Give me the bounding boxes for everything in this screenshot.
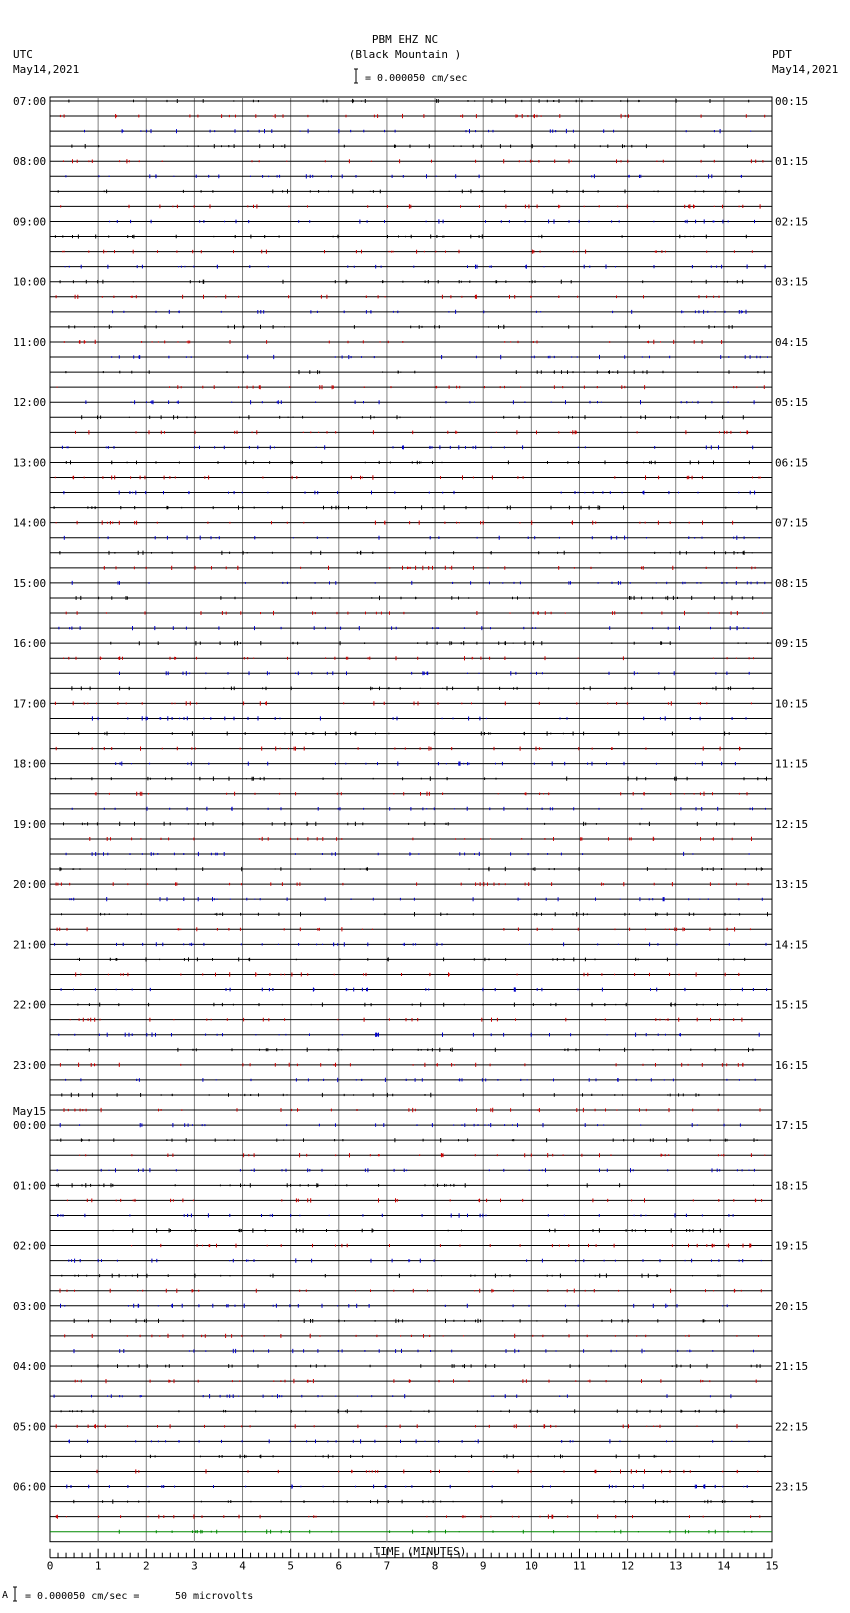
pdt-hour-label: 17:15 bbox=[775, 1119, 809, 1133]
utc-hour-label: 03:00 bbox=[13, 1299, 47, 1313]
x-tick-label: 10 bbox=[524, 1559, 538, 1573]
scale-label: = 0.000050 cm/sec bbox=[365, 73, 468, 84]
utc-hour-labels bbox=[13, 95, 46, 1494]
x-tick-label: 4 bbox=[239, 1559, 246, 1573]
utc-hour-label: 12:00 bbox=[13, 396, 47, 410]
pdt-label: PDT bbox=[772, 48, 792, 61]
x-tick-label: 8 bbox=[431, 1559, 439, 1573]
x-tick-label: 9 bbox=[479, 1559, 487, 1573]
x-tick-label: 5 bbox=[287, 1559, 294, 1573]
footer-prefix: A bbox=[2, 1590, 9, 1601]
utc-hour-label: 00:00 bbox=[13, 1119, 47, 1133]
utc-hour-label: 10:00 bbox=[13, 275, 47, 289]
pdt-hour-label: 16:15 bbox=[775, 1058, 809, 1072]
x-tick-label: 13 bbox=[669, 1559, 683, 1573]
utc-hour-label: 13:00 bbox=[13, 456, 47, 470]
pdt-hour-label: 19:15 bbox=[775, 1239, 809, 1253]
plot-grid bbox=[50, 97, 772, 1542]
utc-hour-label: 09:00 bbox=[13, 215, 47, 229]
pdt-hour-label: 06:15 bbox=[775, 456, 809, 470]
pdt-hour-label: 03:15 bbox=[775, 275, 809, 289]
utc-hour-label: 22:00 bbox=[13, 998, 47, 1012]
utc-hour-label: 19:00 bbox=[13, 817, 47, 831]
pdt-date: May14,2021 bbox=[772, 63, 839, 76]
utc-hour-label: 23:00 bbox=[13, 1058, 47, 1072]
utc-hour-label: 01:00 bbox=[13, 1179, 47, 1193]
pdt-hour-labels bbox=[775, 95, 808, 1494]
x-tick-label: 0 bbox=[46, 1559, 54, 1573]
pdt-hour-label: 01:15 bbox=[775, 155, 809, 169]
date-change-label: May15 bbox=[13, 1105, 47, 1119]
pdt-hour-label: 11:15 bbox=[775, 757, 809, 771]
utc-hour-label: 14:00 bbox=[13, 516, 47, 530]
pdt-hour-label: 02:15 bbox=[775, 215, 809, 229]
x-tick-label: 6 bbox=[335, 1559, 343, 1573]
pdt-hour-label: 04:15 bbox=[775, 335, 809, 349]
utc-hour-label: 11:00 bbox=[13, 335, 47, 349]
footer-microvolts: 50 microvolts bbox=[175, 1591, 254, 1602]
pdt-hour-label: 21:15 bbox=[775, 1360, 809, 1374]
x-tick-label: 7 bbox=[383, 1559, 391, 1573]
utc-hour-label: 15:00 bbox=[13, 576, 47, 590]
utc-hour-label: 18:00 bbox=[13, 757, 47, 771]
utc-hour-label: 08:00 bbox=[13, 155, 47, 169]
x-tick-label: 3 bbox=[191, 1559, 198, 1573]
utc-label: UTC bbox=[13, 48, 33, 61]
plot-frame bbox=[50, 97, 772, 1542]
x-tick-label: 14 bbox=[717, 1559, 731, 1573]
utc-date: May14,2021 bbox=[13, 63, 80, 76]
x-tick-label: 11 bbox=[572, 1559, 587, 1573]
pdt-hour-label: 09:15 bbox=[775, 637, 809, 651]
utc-hour-label: 20:00 bbox=[13, 878, 47, 892]
utc-hour-label: 04:00 bbox=[13, 1360, 47, 1374]
x-tick-label: 2 bbox=[142, 1559, 150, 1573]
pdt-hour-label: 12:15 bbox=[775, 817, 809, 831]
site-title: (Black Mountain ) bbox=[348, 48, 462, 61]
pdt-hour-label: 13:15 bbox=[775, 878, 809, 892]
x-tick-label: 1 bbox=[94, 1559, 102, 1573]
x-tick-label: 12 bbox=[620, 1559, 635, 1573]
x-tick-label: 15 bbox=[765, 1559, 779, 1573]
footer-scale-bar-icon bbox=[13, 1587, 17, 1601]
utc-hour-label: 07:00 bbox=[13, 95, 47, 108]
pdt-hour-label: 20:15 bbox=[775, 1299, 809, 1313]
scale-bar-icon bbox=[354, 69, 358, 83]
trace-lines bbox=[50, 99, 772, 1534]
utc-hour-label: 16:00 bbox=[13, 637, 47, 651]
utc-hour-label: 06:00 bbox=[13, 1480, 47, 1494]
utc-hour-label: 17:00 bbox=[13, 697, 47, 711]
pdt-hour-label: 10:15 bbox=[775, 697, 809, 711]
pdt-hour-label: 00:15 bbox=[775, 95, 809, 108]
utc-hour-label: 02:00 bbox=[13, 1239, 47, 1253]
pdt-hour-label: 14:15 bbox=[775, 938, 809, 952]
pdt-hour-label: 15:15 bbox=[775, 998, 809, 1012]
station-title: PBM EHZ NC bbox=[371, 33, 439, 46]
utc-hour-label: 21:00 bbox=[13, 938, 47, 952]
pdt-hour-label: 18:15 bbox=[775, 1179, 809, 1193]
pdt-hour-label: 07:15 bbox=[775, 516, 809, 530]
x-axis-title: TIME (MINUTES) bbox=[373, 1545, 467, 1558]
pdt-hour-label: 22:15 bbox=[775, 1420, 809, 1434]
pdt-hour-label: 05:15 bbox=[775, 396, 809, 410]
pdt-hour-label: 08:15 bbox=[775, 576, 809, 590]
utc-hour-label: 05:00 bbox=[13, 1420, 47, 1434]
footer-scale-text: = 0.000050 cm/sec = bbox=[25, 1591, 140, 1602]
pdt-hour-label: 23:15 bbox=[775, 1480, 809, 1494]
